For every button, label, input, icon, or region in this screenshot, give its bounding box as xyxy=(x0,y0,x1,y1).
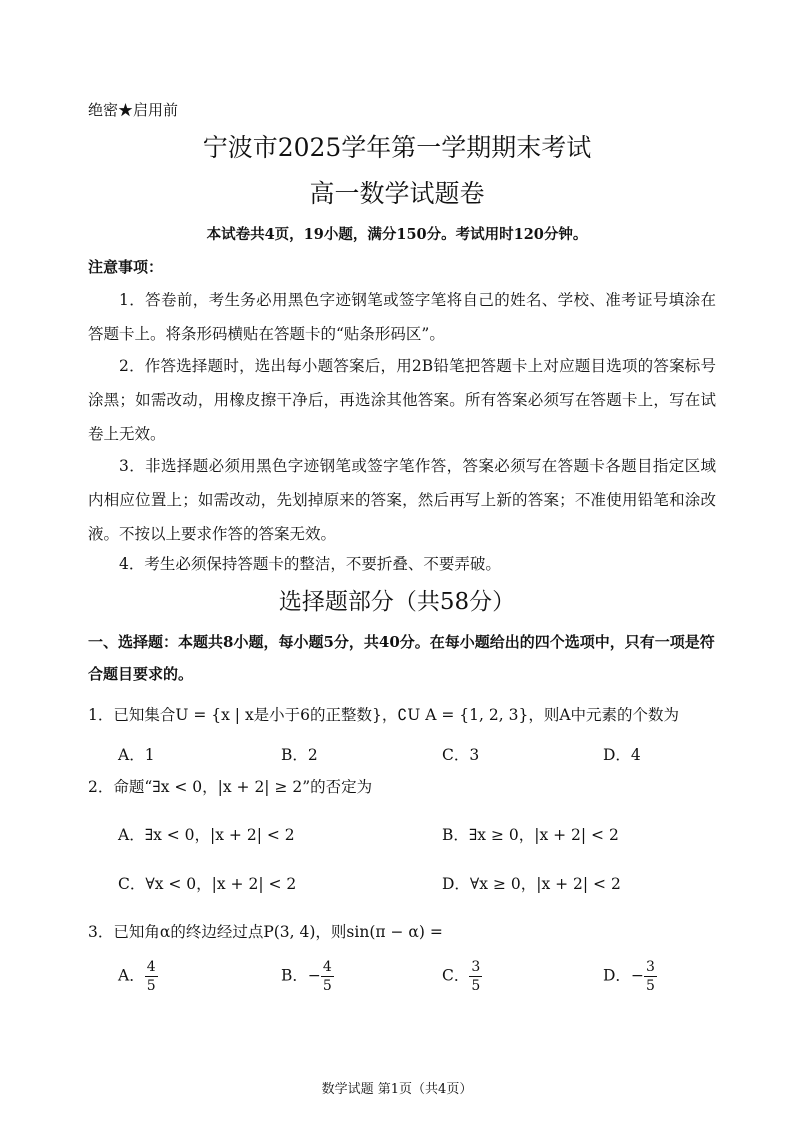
fraction-numerator: 4 xyxy=(146,959,156,975)
option-sign: − xyxy=(307,966,321,985)
option-label: A． xyxy=(118,966,145,985)
fraction-denominator: 5 xyxy=(322,978,332,994)
fraction-numerator: 4 xyxy=(322,959,332,975)
question-2-option-d: D．∀x ≥ 0，|x + 2| < 2 xyxy=(442,875,621,893)
question-3-option-a xyxy=(118,958,158,995)
question-1-stem: 1．已知集合U = {x | x是小于6的正整数}，∁U A = {1, 2, 3}，则A中元素的个数为 xyxy=(88,706,680,724)
question-1-option-d: D．4 xyxy=(603,746,641,764)
section-title: 选择题部分（共58分） xyxy=(278,589,516,615)
option-label: D． xyxy=(603,966,631,985)
question-2-option-c: C．∀x < 0，|x + 2| < 2 xyxy=(118,875,297,893)
exam-subtitle: 高一数学试题卷 xyxy=(309,179,485,208)
question-1-option-b: B．2 xyxy=(281,746,318,764)
page-footer: 数学试题 第1页（共4页） xyxy=(321,1082,473,1097)
exam-title: 宁波市2025学年第一学期期末考试 xyxy=(202,133,592,162)
question-1-option-a: A．1 xyxy=(118,746,155,764)
fraction xyxy=(644,958,657,995)
notice-item-4: 4．考生必须保持答题卡的整洁，不要折叠、不要弄破。 xyxy=(119,555,501,573)
fraction-numerator: 3 xyxy=(471,959,481,975)
notice-item-1: 1．答卷前，考生务必用黑色字迹钢笔或签字笔将自己的姓名、学校、准考证号填涂在答题卡上。将条形码横贴在答题卡的“贴条形码区”。 xyxy=(88,291,716,343)
notice-item-2: 2．作答选择题时，选出每小题答案后，用2B铅笔把答题卡上对应题目选项的答案标号涂黑；如需改动，用橡皮擦干净后，再选涂其他答案。所有答案必须写在答题卡上，写在试卷上无效。 xyxy=(88,357,716,443)
question-1-option-c: C．3 xyxy=(442,746,480,764)
question-3-option-c xyxy=(442,958,482,995)
secret-label: 绝密★启用前 xyxy=(88,101,179,119)
question-2-stem: 2．命题“∃x < 0，|x + 2| ≥ 2”的否定为 xyxy=(88,778,373,796)
question-3-option-b xyxy=(281,958,334,995)
fraction-denominator: 5 xyxy=(645,978,655,994)
notice-item-3: 3．非选择题必须用黑色字迹钢笔或签字笔作答，答案必须写在答题卡各题目指定区域内相应位置上；如需改动，先划掉原来的答案，然后再写上新的答案；不准使用铅笔和涂改液。不按以上要求作答的答案无效。 xyxy=(88,457,716,543)
fraction-denominator: 5 xyxy=(146,978,156,994)
option-label: C． xyxy=(442,966,470,985)
question-2-option-a: A．∃x < 0，|x + 2| < 2 xyxy=(118,826,295,844)
option-sign: − xyxy=(630,966,644,985)
fraction xyxy=(321,958,334,995)
fraction-denominator: 5 xyxy=(471,978,481,994)
fraction xyxy=(469,958,482,995)
exam-info: 本试卷共4页，19小题，满分150分。考试用时120分钟。 xyxy=(206,226,588,243)
section-intro: 一、选择题：本题共8小题，每小题5分，共40分。在每小题给出的四个选项中，只有一项是符合题目要求的。 xyxy=(88,633,715,683)
notice-heading: 注意事项： xyxy=(88,258,164,276)
question-3-stem: 3．已知角α的终边经过点P(3, 4)，则sin(π − α) = xyxy=(88,923,443,941)
fraction-numerator: 3 xyxy=(645,959,655,975)
question-2-option-b: B．∃x ≥ 0，|x + 2| < 2 xyxy=(442,826,619,844)
fraction xyxy=(145,958,158,995)
question-3-option-d xyxy=(603,958,657,995)
option-label: B． xyxy=(281,966,308,985)
